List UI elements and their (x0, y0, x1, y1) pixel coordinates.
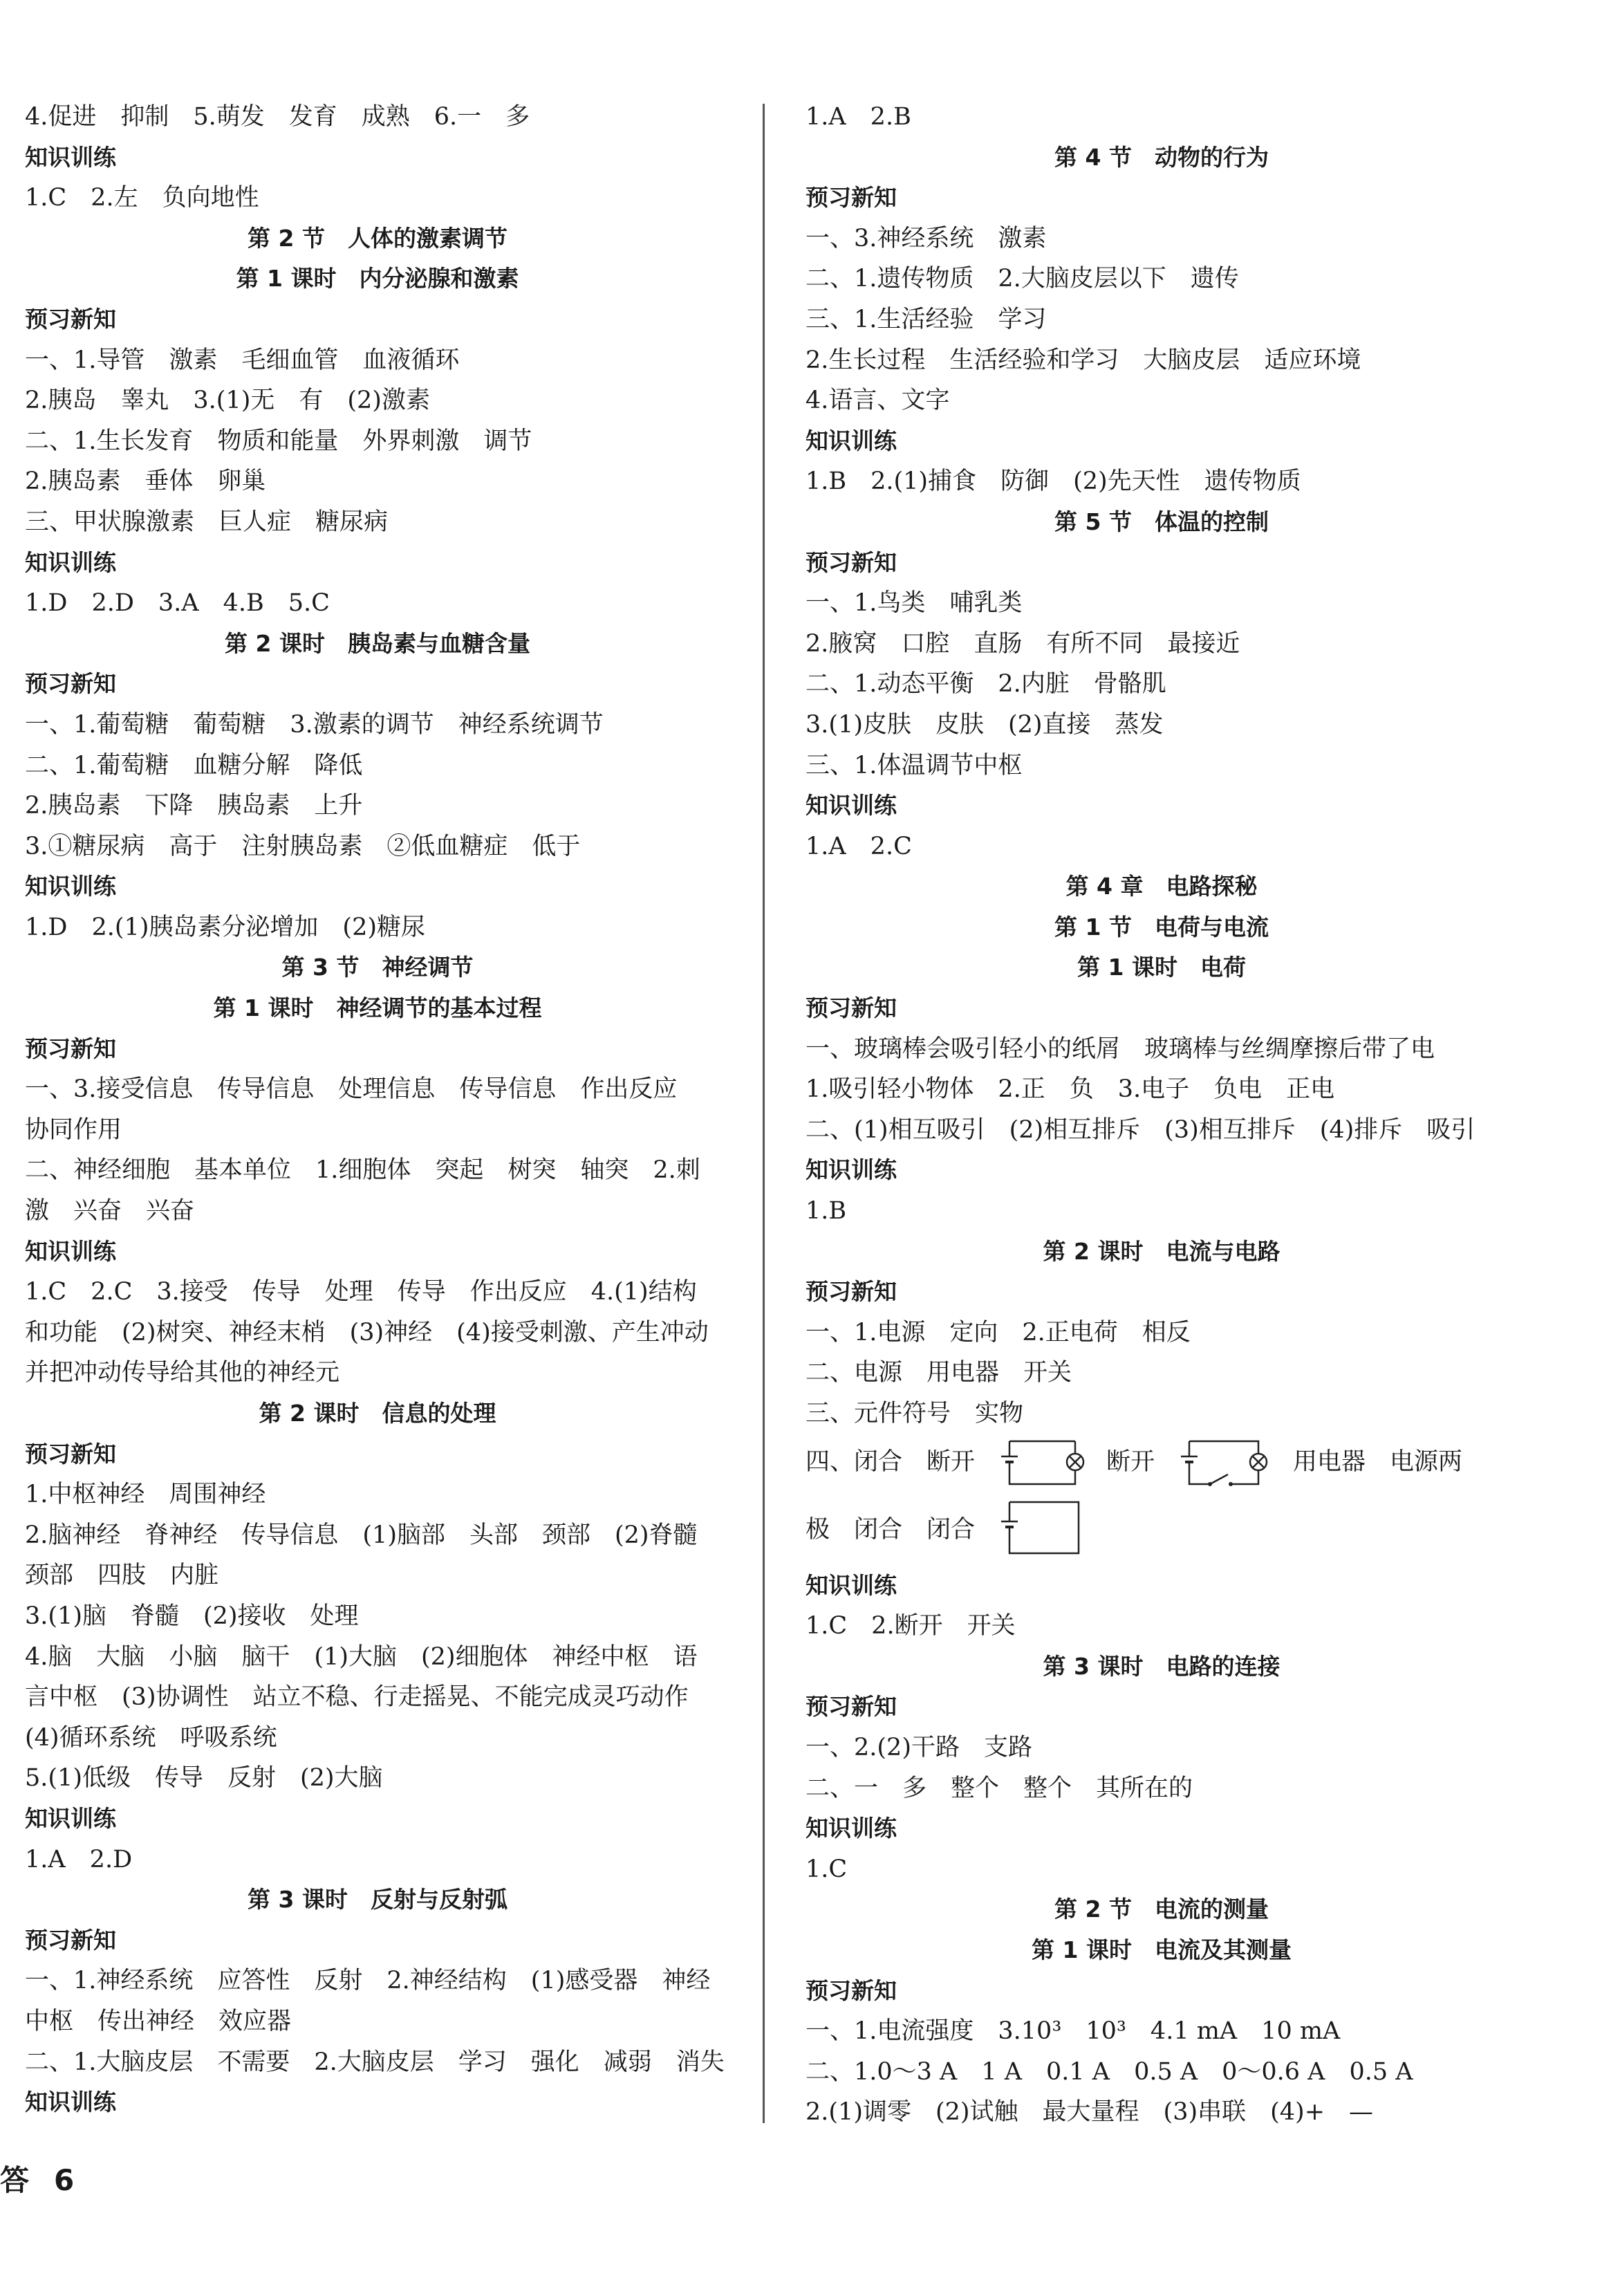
section-heading: 知识训练 (25, 548, 116, 576)
answer-line: 1.B (806, 1197, 847, 1225)
answer-line: 2.胰岛素 垂体 卵巢 (25, 467, 266, 496)
answer-line: 三、1.体温调节中枢 (806, 751, 1023, 779)
answer-line: 二、1.葡萄糖 血糖分解 降低 (25, 751, 363, 779)
answer-line: 协同作用 (25, 1115, 122, 1144)
section-title: 第 4 节 动物的行为 (1054, 143, 1269, 171)
answer-line: 一、3.神经系统 激素 (806, 224, 1047, 252)
answer-line: (4)循环系统 呼吸系统 (25, 1723, 277, 1752)
answer-line: 2.脑神经 脊神经 传导信息 (1)脑部 头部 颈部 (2)脊髓 (25, 1521, 698, 1549)
section-heading: 知识训练 (25, 2089, 116, 2116)
answer-line: 4.语言、文字 (806, 387, 950, 415)
section-heading: 知识训练 (25, 1237, 116, 1265)
section-heading: 知识训练 (806, 427, 897, 454)
section-title: 第 1 课时 神经调节的基本过程 (213, 994, 542, 1022)
circuit-text-4: 极 闭合 闭合 (806, 1515, 976, 1544)
answer-line: 三、元件符号 实物 (806, 1400, 1024, 1427)
circuit-text-1: 四、闭合 断开 (806, 1447, 976, 1476)
section-title: 第 2 节 电流的测量 (1054, 1896, 1269, 1923)
answer-line: 2.(1)调零 (2)试触 最大量程 (3)串联 (4)+ — (806, 2098, 1374, 2127)
answer-line: 三、甲状腺激素 巨人症 糖尿病 (25, 508, 389, 536)
right-column (806, 97, 1518, 2133)
answer-line: 二、1.动态平衡 2.内脏 骨骼肌 (806, 670, 1166, 698)
answer-line: 1.C 2.C 3.接受 传导 处理 传导 作出反应 4.(1)结构 (25, 1278, 697, 1306)
answer-line: 二、一 多 整个 整个 其所在的 (806, 1774, 1193, 1802)
section-title: 第 1 课时 内分泌腺和激素 (236, 265, 519, 293)
answer-line: 一、1.神经系统 应答性 反射 2.神经结构 (1)感受器 神经 (25, 1967, 711, 1995)
section-title: 第 3 课时 反射与反射弧 (248, 1886, 507, 1914)
circuit-text-2: 断开 (1106, 1447, 1155, 1476)
section-heading: 知识训练 (806, 1815, 897, 1842)
answer-line: 5.(1)低级 传导 反射 (2)大脑 (25, 1764, 383, 1793)
section-title: 第 2 课时 电流与电路 (1043, 1237, 1281, 1265)
answer-line: 言中枢 (3)协调性 站立不稳、行走摇晃、不能完成灵巧动作 (25, 1683, 689, 1712)
answer-line: 一、1.导管 激素 毛细血管 血液循环 (25, 346, 460, 374)
answer-line: 1.中枢神经 周围神经 (25, 1481, 266, 1509)
answer-line: 1.C 2.断开 开关 (806, 1612, 1016, 1640)
answer-line: 二、神经细胞 基本单位 1.细胞体 突起 树突 轴突 2.刺 (25, 1156, 700, 1185)
answer-line: 和功能 (2)树突、神经末梢 (3)神经 (4)接受刺激、产生冲动 (25, 1318, 709, 1346)
answer-line: 激 兴奋 兴奋 (25, 1197, 195, 1225)
answer-line: 1.C (806, 1855, 848, 1883)
section-heading: 预习新知 (25, 305, 116, 333)
answer-line: 1.D 2.(1)胰岛素分泌增加 (2)糖尿 (25, 913, 426, 941)
answer-line: 一、2.(2)干路 支路 (806, 1733, 1032, 1761)
section-heading: 预习新知 (806, 1693, 897, 1721)
right-column-part-b (806, 1566, 1518, 2133)
answer-line: 一、玻璃棒会吸引轻小的纸屑 玻璃棒与丝绸摩擦后带了电 (806, 1035, 1435, 1063)
answer-line: 一、1.葡萄糖 葡萄糖 3.激素的调节 神经系统调节 (25, 710, 604, 739)
column-divider (763, 104, 765, 2123)
answer-line: 二、1.大脑皮层 不需要 2.大脑皮层 学习 强化 减弱 消失 (25, 2048, 725, 2076)
answer-line: 二、1.生长发育 物质和能量 外界刺激 调节 (25, 427, 532, 455)
answer-line: 三、1.生活经验 学习 (806, 305, 1047, 333)
section-title: 第 1 课时 电流及其测量 (1032, 1936, 1292, 1963)
section-heading: 预习新知 (806, 994, 897, 1022)
section-title: 第 5 节 体温的控制 (1054, 508, 1269, 535)
section-heading: 知识训练 (806, 1156, 897, 1184)
answer-line: 1.吸引轻小物体 2.正 负 3.电子 负电 正电 (806, 1075, 1335, 1104)
answer-line: 1.B 2.(1)捕食 防御 (2)先天性 遗传物质 (806, 467, 1301, 496)
battery-loop-diagram (996, 1497, 1086, 1559)
circuit-answer-row-2 (806, 1490, 1518, 1566)
answer-line: 1.C 2.左 负向地性 (25, 184, 259, 212)
answer-line: 中枢 传出神经 效应器 (25, 2007, 292, 2035)
answer-line: 一、3.接受信息 传导信息 处理信息 传导信息 作出反应 (25, 1075, 678, 1104)
answer-line: 3.(1)皮肤 皮肤 (2)直接 蒸发 (806, 710, 1164, 739)
answer-line: 一、1.电源 定向 2.正电荷 相反 (806, 1318, 1191, 1346)
section-title: 第 1 节 电荷与电流 (1054, 913, 1269, 941)
answer-line: 1.A 2.B (806, 103, 911, 131)
left-column (25, 97, 730, 2123)
right-column-part-a (806, 97, 1518, 1434)
section-heading: 预习新知 (806, 548, 897, 576)
answer-line: 2.腋窝 口腔 直肠 有所不同 最接近 (806, 629, 1240, 658)
section-heading: 预习新知 (806, 1976, 897, 2004)
closed-circuit-diagram (996, 1434, 1086, 1490)
answer-line: 二、电源 用电器 开关 (806, 1359, 1072, 1387)
section-heading: 知识训练 (25, 873, 116, 900)
answer-line: 二、1.遗传物质 2.大脑皮层以下 遗传 (806, 265, 1239, 293)
section-heading: 知识训练 (25, 1804, 116, 1832)
answer-line: 二、(1)相互吸引 (2)相互排斥 (3)相互排斥 (4)排斥 吸引 (806, 1115, 1475, 1144)
section-title: 第 3 课时 电路的连接 (1043, 1652, 1281, 1680)
section-title: 第 2 节 人体的激素调节 (248, 224, 507, 252)
section-title: 第 4 章 电路探秘 (1065, 873, 1258, 900)
answer-mark: 答 (0, 2163, 30, 2197)
answer-line: 二、1.0～3 A 1 A 0.1 A 0.5 A 0～0.6 A 0.5 A (806, 2057, 1413, 2086)
answer-line: 一、1.电流强度 3.10³ 10³ 4.1 mA 10 mA (806, 2017, 1341, 2046)
section-heading: 预习新知 (25, 670, 116, 698)
circuit-answer-row (806, 1434, 1518, 1490)
answer-line: 1.D 2.D 3.A 4.B 5.C (25, 589, 330, 618)
section-title: 第 2 课时 胰岛素与血糖含量 (225, 629, 530, 657)
answer-line: 并把冲动传导给其他的神经元 (25, 1359, 340, 1387)
answer-line: 2.胰岛素 下降 胰岛素 上升 (25, 792, 363, 820)
answer-line: 3.①糖尿病 高于 注射胰岛素 ②低血糖症 低于 (25, 832, 581, 860)
page-number: 6 (54, 2163, 75, 2197)
answer-line: 颈部 四肢 内脏 (25, 1562, 219, 1590)
section-heading: 知识训练 (806, 792, 897, 820)
section-heading: 预习新知 (25, 1440, 116, 1468)
section-heading: 知识训练 (25, 143, 116, 171)
section-title: 第 3 节 神经调节 (281, 954, 474, 981)
answer-line: 一、1.鸟类 哺乳类 (806, 589, 1023, 618)
answer-line: 4.促进 抑制 5.萌发 发育 成熟 6.一 多 (25, 103, 530, 131)
answer-line: 3.(1)脑 脊髓 (2)接收 处理 (25, 1602, 359, 1630)
section-title: 第 1 课时 电荷 (1077, 954, 1246, 981)
section-heading: 预习新知 (25, 1035, 116, 1062)
section-heading: 预习新知 (806, 1278, 897, 1306)
answer-line: 1.A 2.C (806, 832, 912, 860)
section-heading: 知识训练 (806, 1571, 897, 1599)
open-circuit-diagram (1175, 1434, 1272, 1490)
page-footer (0, 2158, 99, 2199)
section-title: 第 2 课时 信息的处理 (259, 1400, 496, 1427)
section-heading: 预习新知 (806, 184, 897, 212)
circuit-text-3: 用电器 电源两 (1293, 1447, 1463, 1476)
answer-line: 1.A 2.D (25, 1845, 133, 1873)
answer-line: 2.生长过程 生活经验和学习 大脑皮层 适应环境 (806, 346, 1361, 374)
answer-line: 2.胰岛 睾丸 3.(1)无 有 (2)激素 (25, 387, 430, 415)
answer-line: 4.脑 大脑 小脑 脑干 (1)大脑 (2)细胞体 神经中枢 语 (25, 1642, 698, 1671)
section-heading: 预习新知 (25, 1926, 116, 1954)
